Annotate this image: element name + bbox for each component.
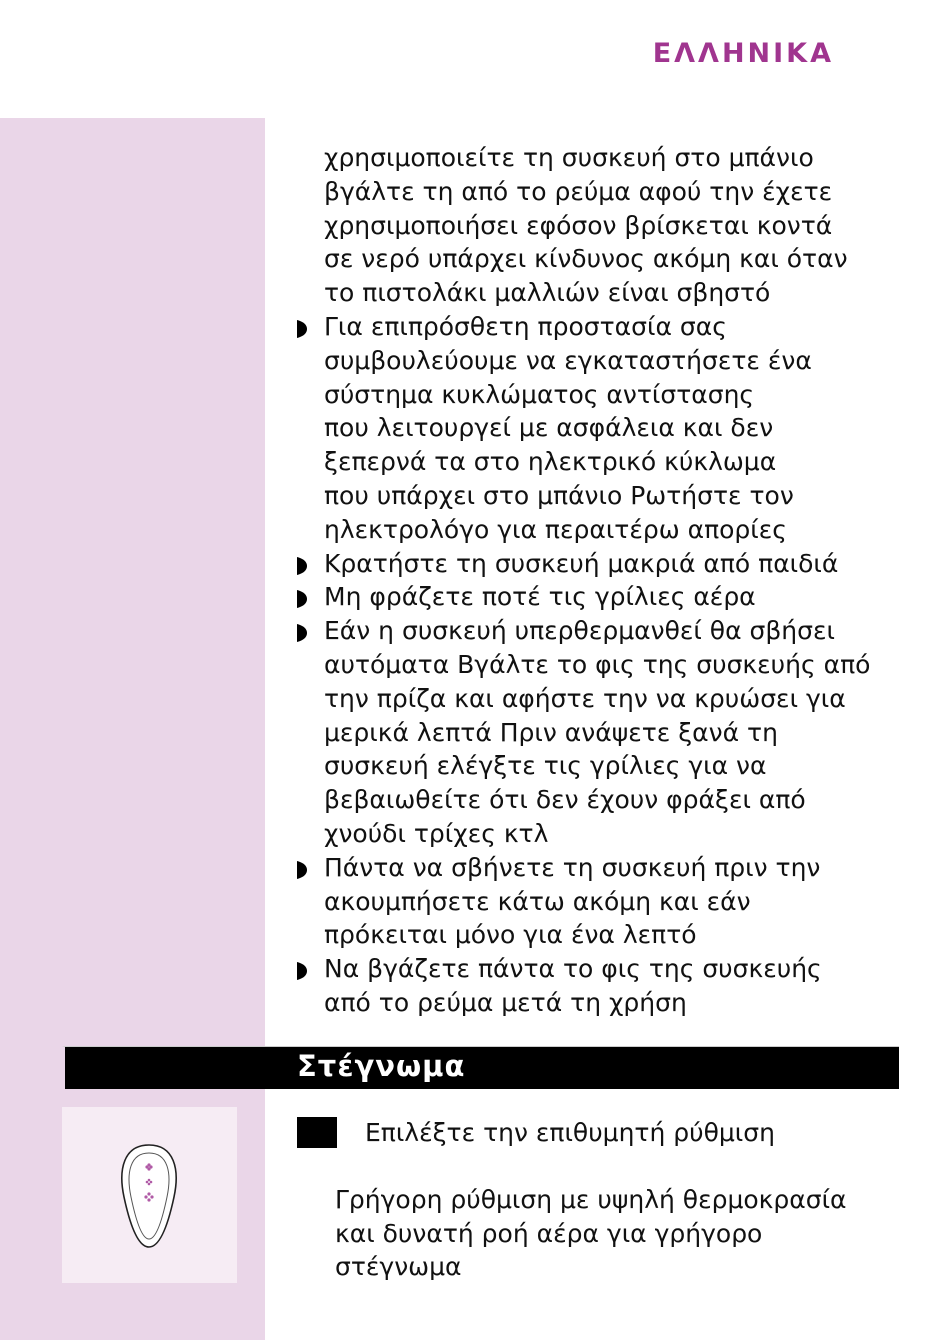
bullet-icon (296, 547, 310, 575)
line-text: Να βγάζετε πάντα το φις της συσκευής (324, 954, 822, 984)
bullet-item-line (324, 952, 924, 986)
line-text: Μη φράζετε ποτέ τις γρίλιες αέρα (324, 582, 756, 612)
line-text: βεβαιωθείτε ότι δεν έχουν φράξει από (324, 785, 806, 815)
line-text: βγάλτε τη από το ρεύμα αφού την έχετε (324, 176, 833, 206)
description-line: στέγνωμα (335, 1252, 462, 1281)
step-description (335, 1183, 895, 1284)
text-line (324, 885, 924, 919)
text-line (324, 986, 924, 1020)
text-line (324, 209, 924, 243)
text-line (324, 276, 924, 310)
step-instruction: Επιλέξτε την επιθυμητή ρύθμιση (365, 1118, 775, 1147)
bullet-icon (296, 580, 310, 608)
line-text: από το ρεύμα μετά τη χρήση (324, 987, 687, 1017)
text-line (324, 513, 924, 547)
text-line (324, 783, 924, 817)
line-text: που υπάρχει στο μπάνιο Ρωτήστε τον (324, 480, 794, 510)
text-line (324, 479, 924, 513)
text-line (324, 682, 924, 716)
text-line (324, 242, 924, 276)
bullet-icon (296, 851, 310, 879)
step-marker-box (297, 1117, 337, 1148)
bullet-item-line (324, 851, 924, 885)
line-text: Πάντα να σβήνετε τη συσκευή πριν την (324, 852, 821, 882)
bullet-icon (296, 310, 310, 338)
language-header: ΕΛΛΗΝΙΚΑ (652, 38, 834, 69)
text-line (324, 378, 924, 412)
description-line: Γρήγορη ρύθμιση με υψηλή θερμοκρασία (335, 1185, 847, 1214)
line-text: ηλεκτρολόγο για περαιτέρω απορίες (324, 514, 787, 544)
text-line (324, 141, 924, 175)
text-line (324, 918, 924, 952)
text-line (324, 648, 924, 682)
text-line (324, 716, 924, 750)
bullet-icon (296, 614, 310, 642)
text-line (324, 749, 924, 783)
bullet-item-line (324, 614, 924, 648)
line-text: συμβουλεύουμε να εγκαταστήσετε ένα (324, 345, 812, 375)
line-text: σε νερό υπάρχει κίνδυνος ακόμη και όταν (324, 244, 848, 274)
line-text: μερικά λεπτά Πριν ανάψετε ξανά τη (324, 717, 778, 747)
line-text: αυτόματα Βγάλτε το φις της συσκευής από (324, 649, 871, 679)
line-text: ακουμπήσετε κάτω ακόμη και εάν (324, 886, 751, 916)
text-line (324, 411, 924, 445)
line-text: συσκευή ελέγξτε τις γρίλιες για να (324, 751, 767, 781)
safety-text-block (324, 141, 924, 1020)
line-text: χρησιμοποιήσει εφόσον βρίσκεται κοντά (324, 210, 833, 240)
line-text: σύστημα κυκλώματος αντίστασης (324, 379, 755, 409)
dryer-illustration-panel (62, 1107, 237, 1283)
line-text: Κρατήστε τη συσκευή μακριά από παιδιά (324, 548, 839, 578)
text-line (324, 344, 924, 378)
line-text: την πρίζα και αφήστε την να κρυώσει για (324, 683, 846, 713)
line-text: Εάν η συσκευή υπερθερμανθεί θα σβήσει (324, 616, 835, 646)
text-line (324, 175, 924, 209)
line-text: που λειτουργεί με ασφάλεια και δεν (324, 413, 774, 443)
bullet-item-line (324, 547, 924, 581)
bullet-item-line (324, 580, 924, 614)
line-text: Για επιπρόσθετη προστασία σας (324, 311, 727, 341)
bullet-item-line (324, 310, 924, 344)
section-title: Στέγνωμα (297, 1049, 466, 1083)
text-line (324, 817, 924, 851)
line-text: χνούδι τρίχες κτλ (324, 818, 549, 848)
line-text: χρησιμοποιείτε τη συσκευή στο μπάνιο (324, 143, 814, 172)
hairdryer-switch-icon (62, 1107, 237, 1283)
bullet-icon (296, 952, 310, 980)
line-text: το πιστολάκι μαλλιών είναι σβηστό (324, 278, 771, 308)
line-text: πρόκειται μόνο για ένα λεπτό (324, 920, 697, 950)
line-text: ξεπερνά τα στο ηλεκτρικό κύκλωμα (324, 447, 777, 477)
section-heading-bar (62, 1046, 899, 1089)
description-line: και δυνατή ροή αέρα για γρήγορο (335, 1218, 763, 1248)
text-line (324, 445, 924, 479)
